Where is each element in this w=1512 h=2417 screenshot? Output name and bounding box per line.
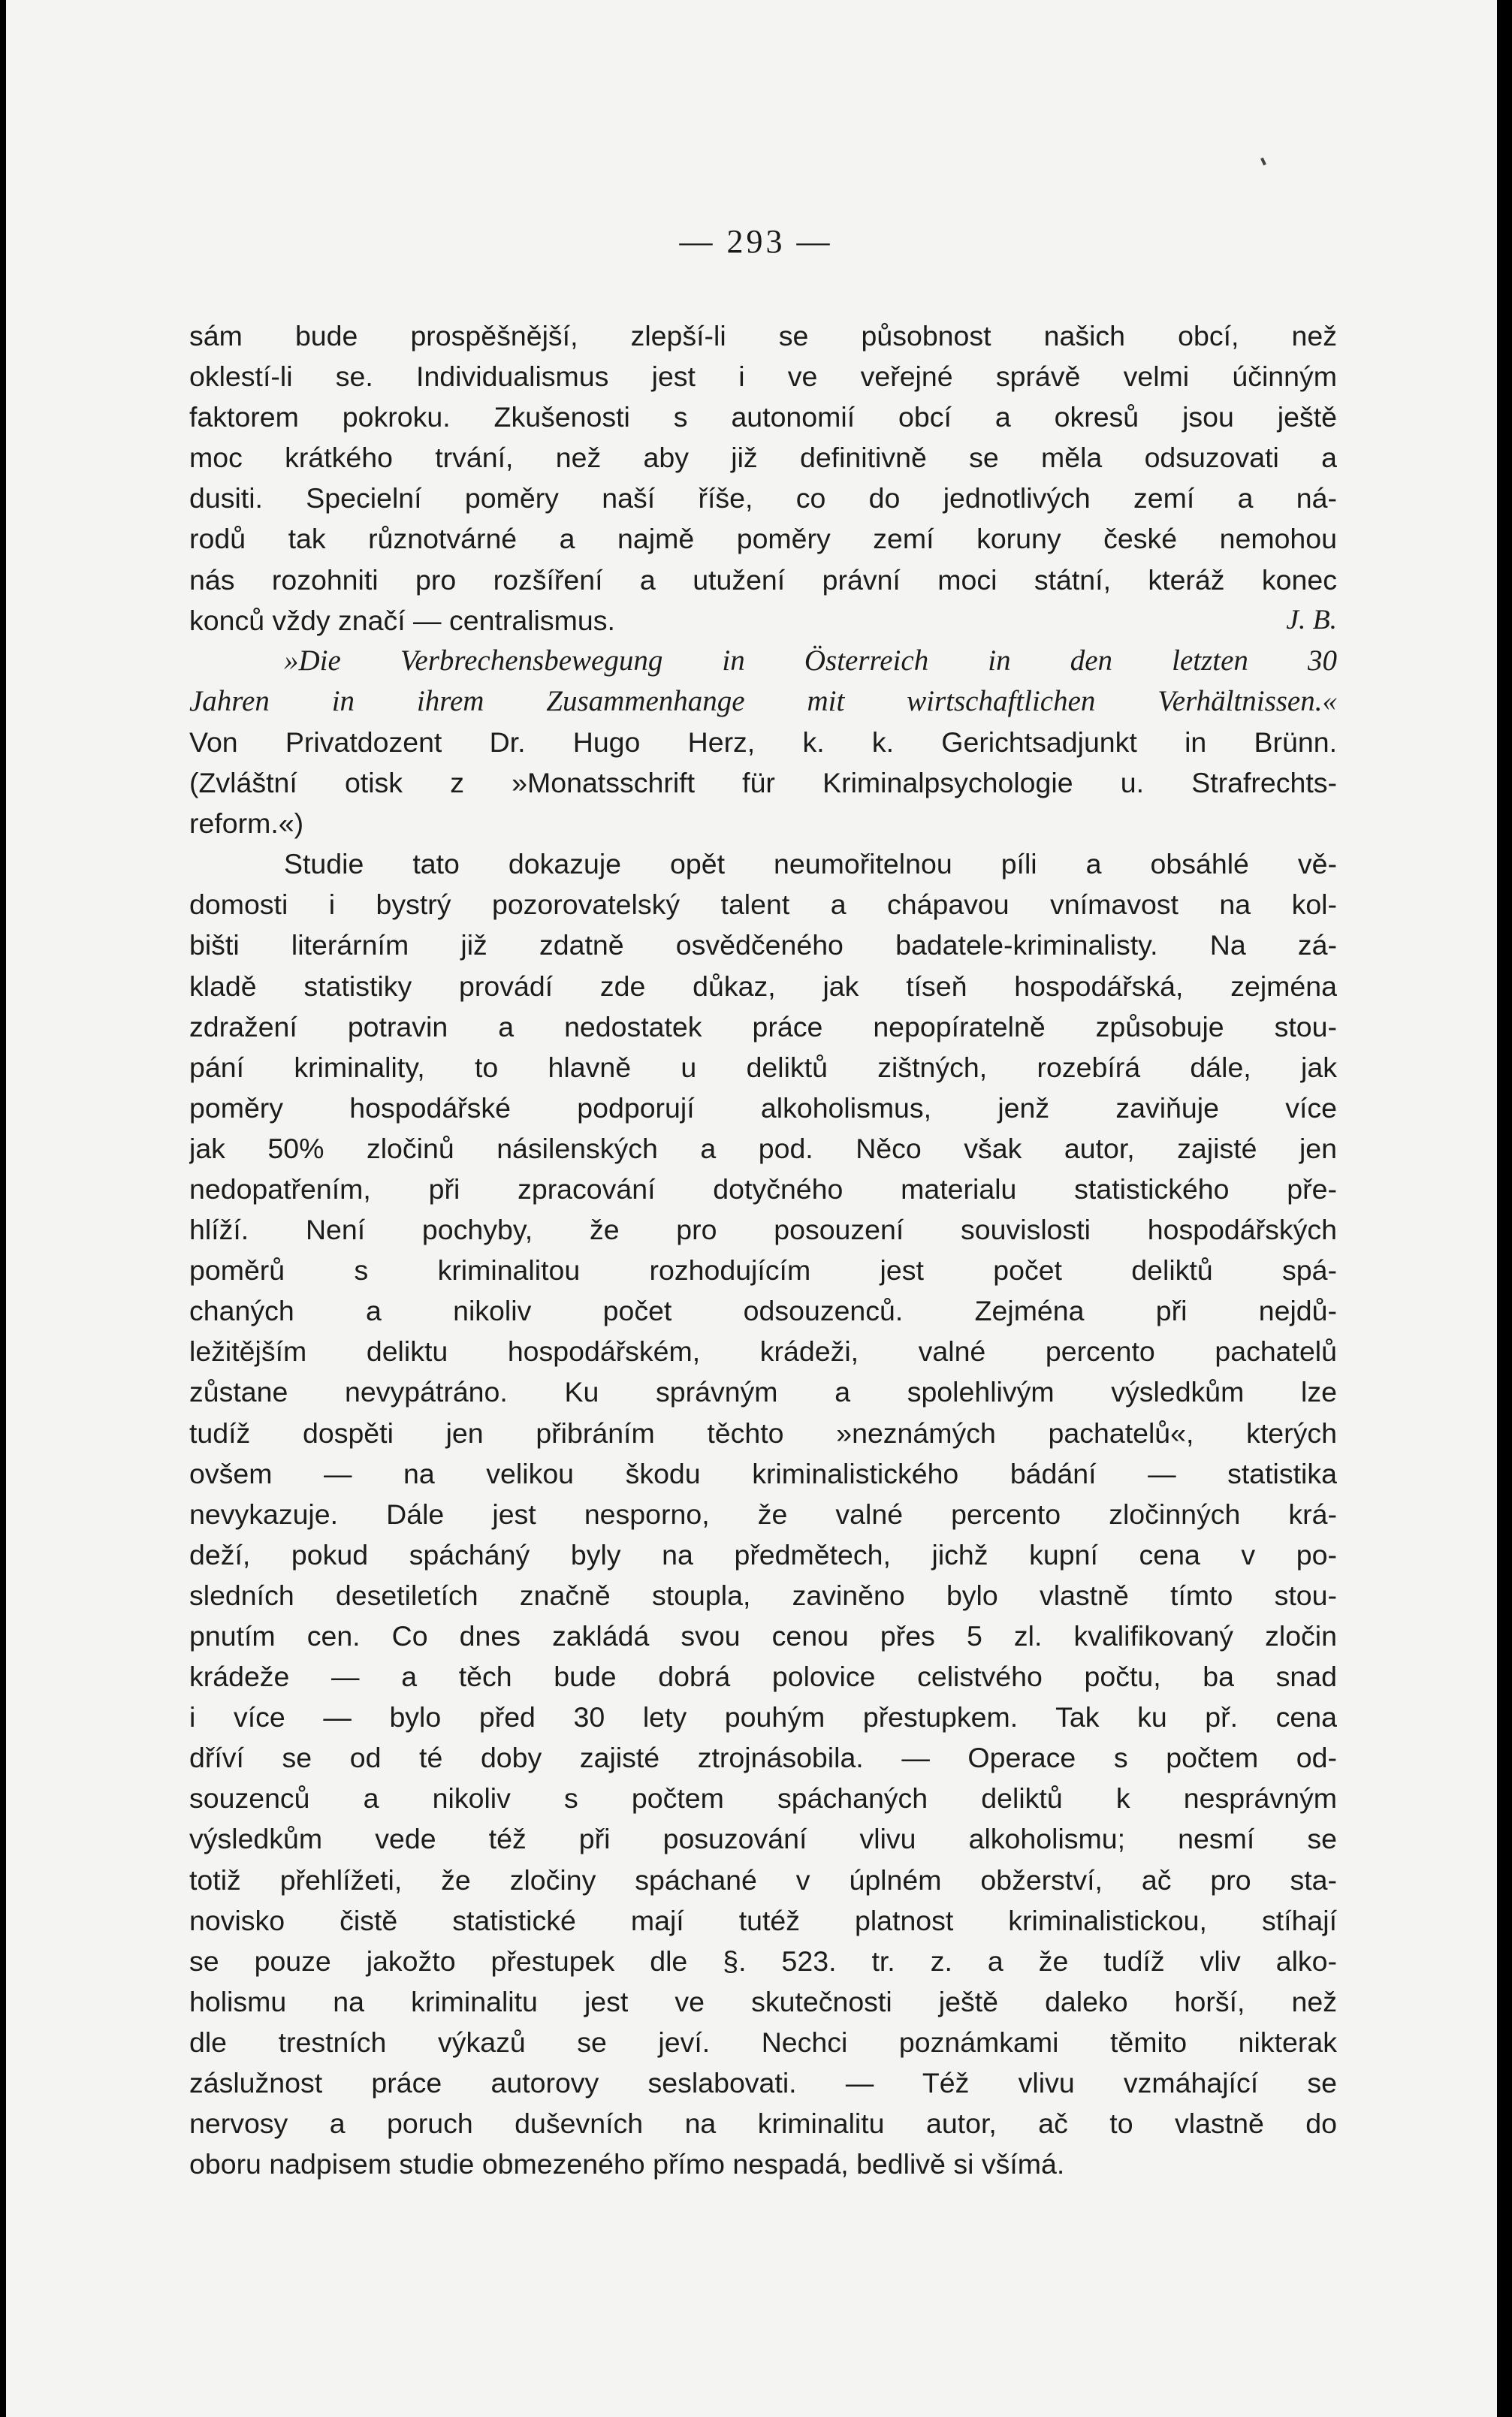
text-line: se pouze jakožto přestupek dle §. 523. tr. z. a že tudíž vliv alko- xyxy=(189,1945,1337,1977)
text-line: dusiti. Specielní poměry naší říše, co do jednotlivých zemí a ná- xyxy=(189,482,1337,514)
body-text xyxy=(189,315,1337,2184)
text-line: chaných a nikoliv počet odsouzenců. Zejména při nejdů- xyxy=(189,1295,1337,1327)
text-line: krádeže — a těch bude dobrá polovice celistvého počtu, ba snad xyxy=(189,1661,1337,1693)
text-line: souzenců a nikoliv s počtem spáchaných deliktů k nesprávným xyxy=(189,1782,1337,1815)
text-line: holismu na kriminalitu jest ve skutečnosti ještě daleko horší, než xyxy=(189,1985,1337,2017)
text-line: totiž přehlížeti, že zločiny spáchané v úplném obžerství, ač pro sta- xyxy=(189,1863,1337,1896)
text-line: deží, pokud spácháný byly na předmětech, jichž kupní cena v po- xyxy=(189,1538,1337,1571)
review-title-line: Jahren in ihrem Zusammenhange mit wirtschaftlichen Verhältnissen.« xyxy=(189,684,1337,717)
text-line: domosti i bystrý pozorovatelský talent a chápavou vnímavost na kol- xyxy=(189,889,1337,921)
text-line: jak 50% zločinů násilenských a pod. Něco však autor, zajisté jen xyxy=(189,1132,1337,1164)
text-line: poměry hospodářské podporují alkoholismus, jenž zaviňuje více xyxy=(189,1091,1337,1124)
text-line: oboru nadpisem studie obmezeného přímo nespadá, bedlivě si všímá. xyxy=(189,2148,1065,2180)
text-line: sám bude prospěšnější, zlepší-li se působnost našich obcí, než xyxy=(189,320,1337,352)
text-line: pání kriminality, to hlavně u deliktů zištných, rozebírá dále, jak xyxy=(189,1051,1337,1083)
text-line: Studie tato dokazuje opět neumořitelnou píli a obsáhlé vě- xyxy=(284,848,1337,880)
text-line: nervosy a poruch duševních na kriminalitu autor, ač to vlastně do xyxy=(189,2108,1337,2140)
scan-border xyxy=(1497,0,1512,2417)
text-line: kladě statistiky provádí zde důkaz, jak tíseň hospodářská, zejména xyxy=(189,970,1337,1002)
text-line: nedopatřením, při zpracování dotyčného materialu statistického pře- xyxy=(189,1172,1337,1205)
review-title-line: »Die Verbrechensbewegung in Österreich in den letzten 30 xyxy=(284,644,1337,677)
text-line: výsledkům vede též při posuzování vlivu alkoholismu; nesmí se xyxy=(189,1823,1337,1855)
text-line: novisko čistě statistické mají tutéž platnost kriminalistickou, stíhají xyxy=(189,1904,1337,1936)
text-line: hlíží. Není pochyby, že pro posouzení souvislosti hospodářských xyxy=(189,1214,1337,1246)
text-line: nevykazuje. Dále jest nesporno, že valné percento zločinných krá- xyxy=(189,1498,1337,1530)
author-signature: J. B. xyxy=(1286,604,1337,635)
text-line: nás rozohniti pro rozšíření a utužení právní moci státní, kteráž konec xyxy=(189,563,1337,596)
text-line: zůstane nevypátráno. Ku správným a spolehlivým výsledkům lze xyxy=(189,1376,1337,1408)
text-line: rodů tak různotvárné a najmě poměry zemí koruny české nemohou xyxy=(189,523,1337,555)
text-line: sledních desetiletích značně stoupla, zaviněno bylo vlastně tímto stou- xyxy=(189,1579,1337,1611)
text-line: poměrů s kriminalitou rozhodujícím jest počet deliktů spá- xyxy=(189,1254,1337,1287)
text-line: tudíž dospěti jen přibráním těchto »neznámých pachatelů«, kterých xyxy=(189,1417,1337,1449)
text-line: i více — bylo před 30 lety pouhým přestupkem. Tak ku př. cena xyxy=(189,1701,1337,1734)
text-line: ležitějším deliktu hospodářském, krádeži, valné percento pachatelů xyxy=(189,1335,1337,1368)
text-line xyxy=(189,600,1337,641)
text-line: zdražení potravin a nedostatek práce nepopíratelně způsobuje stou- xyxy=(189,1010,1337,1043)
text-line: pnutím cen. Co dnes zakládá svou cenou přes 5 zl. kvalifikovaný zločin xyxy=(189,1620,1337,1652)
text-line: bišti literárním již zdatně osvědčeného badatele-kriminalisty. Na zá- xyxy=(189,929,1337,961)
text-line: záslužnost práce autorovy seslabovati. — Též vlivu vzmáhající se xyxy=(189,2067,1337,2099)
text-line: Von Privatdozent Dr. Hugo Herz, k. k. Gerichtsadjunkt in Brünn. xyxy=(189,726,1337,758)
text-line: oklestí-li se. Individualismus jest i ve veřejné správě velmi účinným xyxy=(189,361,1337,393)
text-line: reform.«) xyxy=(189,807,304,840)
text-line: dříví se od té doby zajisté ztrojnásobila. — Operace s počtem od- xyxy=(189,1742,1337,1774)
text-line: dle trestních výkazů se jeví. Nechci poznámkami těmito nikterak xyxy=(189,2026,1337,2058)
text-line: ovšem — na velikou škodu kriminalistického bádání — statistika xyxy=(189,1457,1337,1489)
text-line: (Zvláštní otisk z »Monatsschrift für Kriminalpsychologie u. Strafrechts- xyxy=(189,767,1337,799)
page-number: — 293 — xyxy=(679,223,833,260)
text-line: moc krátkého trvání, než aby již definitivně se měla odsuzovati a xyxy=(189,442,1337,474)
text-line-content: konců vždy značí — centralismus. xyxy=(189,604,615,636)
text-line: faktorem pokroku. Zkušenosti s autonomií obcí a okresů jsou ještě xyxy=(189,401,1337,433)
